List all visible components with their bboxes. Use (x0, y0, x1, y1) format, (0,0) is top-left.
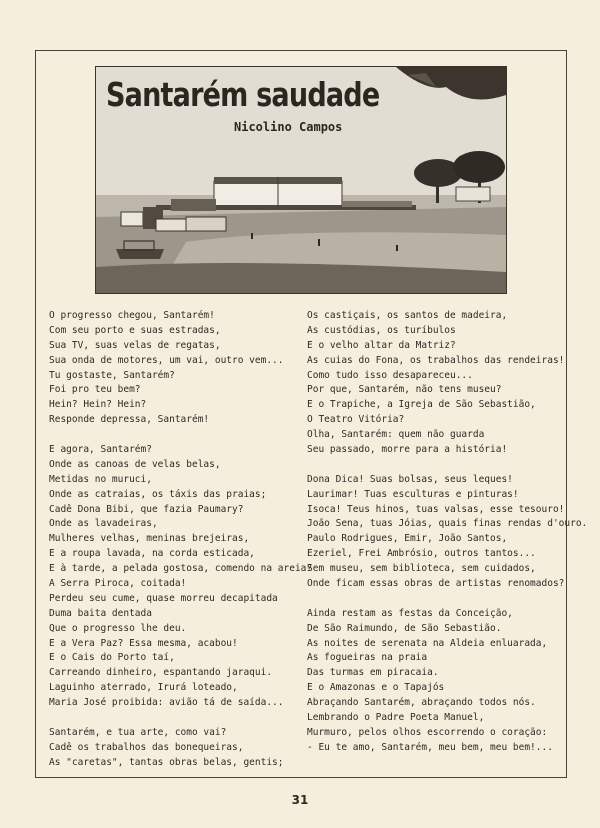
poem-line: Lembrando o Padre Poeta Manuel, (307, 712, 485, 724)
poem-line: Maria José proibida: avião tá de saída... (49, 697, 284, 709)
poem-line: E o Trapiche, a Igreja de São Sebastião, (307, 399, 536, 411)
poem-line: Cadê Dona Bibi, que fazia Paumary? (49, 503, 244, 515)
poem-line: João Sena, tuas Jóias, quais finas rendas d'ouro. (307, 518, 588, 530)
poem-line: Paulo Rodrigues, Emir, João Santos, (307, 533, 508, 545)
poem-line: E agora, Santarém? (49, 444, 152, 456)
poem-line: Onde ficam essas obras de artistas renomados? (307, 578, 565, 590)
poem-line: Das turmas em piracaia. (307, 667, 439, 679)
poem-line: Foi pro teu bem? (49, 384, 141, 396)
poem-line: Santarém, e tua arte, como vai? (49, 726, 227, 738)
poem-line: A Serra Piroca, coitada! (49, 578, 187, 590)
page-number: 31 (291, 793, 309, 807)
poem-line: O progresso chegou, Santarém! (49, 310, 215, 321)
poem-line: Abraçando Santarém, abraçando todos nós. (307, 697, 536, 709)
poem-line: Seu passado, morre para a história! (307, 444, 508, 456)
poem-line: Ezeriel, Frei Ambrósio, outros tantos... (307, 548, 536, 560)
poem-line: Carreando dinheiro, espantando jaraqui. (49, 667, 273, 679)
poem-line: Mulheres velhas, meninas brejeiras, (49, 533, 250, 545)
poem-line: Laguinho aterrado, Irurá loteado, (49, 682, 238, 694)
poem-line: E a roupa lavada, na corda esticada, (49, 548, 255, 560)
poem-left-column (49, 309, 313, 771)
poem-line: Metidas no muruci, (49, 473, 152, 485)
poem-line: As cuias do Fona, os trabalhos das rendeiras! (307, 354, 565, 366)
poem-line: De São Raimundo, de São Sebastião. (307, 622, 502, 634)
poem-line: Sua TV, suas velas de regatas, (49, 339, 221, 351)
poem-line: Laurimar! Tuas esculturas e pinturas! (307, 488, 519, 500)
poem-line: Como tudo isso desapareceu... (307, 369, 473, 381)
poem-line: Onde as catraias, os táxis das praias; (49, 488, 267, 500)
poem-line: Onde as canoas de velas belas, (49, 458, 221, 470)
poem-line: Dona Dica! Suas bolsas, seus leques! (307, 473, 513, 485)
poem-line: As noites de serenata na Aldeia enluarada, (307, 637, 548, 649)
poem-line: Sem museu, sem biblioteca, sem cuidados, (307, 563, 536, 575)
poem-line: As "caretas", tantas obras belas, gentis; (49, 756, 284, 768)
stanza-gap (49, 428, 299, 443)
poem-line: Murmuro, pelos olhos escorrendo o coração: (307, 726, 548, 738)
poem-line: As custódias, os turíbulos (307, 324, 456, 336)
header-photo (95, 66, 507, 294)
poem-line: Por que, Santarém, não tens museu? (307, 384, 502, 396)
poem-line: As fogueiras na praia (307, 652, 428, 664)
poem-line: E o Cais do Porto taí, (49, 652, 175, 664)
poem-line: Olha, Santarém: quem não guarda (307, 429, 485, 441)
poem-line: E o Amazonas e o Tapajós (307, 682, 445, 694)
poem-line: Duma baita dentada (49, 607, 152, 619)
poem-line: E a Vera Paz? Essa mesma, acabou! (49, 637, 238, 649)
poem-line: E à tarde, a pelada gostosa, comendo na areia? (49, 563, 313, 575)
article-author: Nicolino Campos (234, 120, 343, 134)
poem-right-column (307, 309, 588, 756)
poem-line: Isoca! Teus hinos, tuas valsas, esse tesouro! (307, 503, 565, 515)
stanza-gap (307, 458, 555, 473)
poem-line: Sua onda de motores, um vai, outro vem... (49, 354, 284, 366)
poem-line: Hein? Hein? Hein? (49, 399, 147, 411)
poem-line: Ainda restam as festas da Conceição, (307, 607, 513, 619)
poem-line: - Eu te amo, Santarém, meu bem, meu bem!... (307, 741, 553, 753)
poem-line: Cadê os trabalhos das bonequeiras, (49, 741, 244, 753)
poem-line: Perdeu seu cume, quase morreu decapitada (49, 592, 278, 604)
poem-line: Que o progresso lhe deu. (49, 622, 187, 634)
poem-line: Os castiçais, os santos de madeira, (307, 310, 508, 321)
poem-line: Responde depressa, Santarém! (49, 414, 210, 426)
poem-line: Tu gostaste, Santarém? (49, 369, 175, 381)
poem-line: E o velho altar da Matriz? (307, 339, 456, 351)
poem-line: Com seu porto e suas estradas, (49, 324, 221, 336)
poem-line: O Teatro Vitória? (307, 414, 405, 426)
stanza-gap (49, 711, 299, 726)
stanza-gap (307, 592, 555, 607)
article-title: Santarém saudade (106, 75, 380, 114)
poem-line: Onde as lavadeiras, (49, 518, 158, 530)
